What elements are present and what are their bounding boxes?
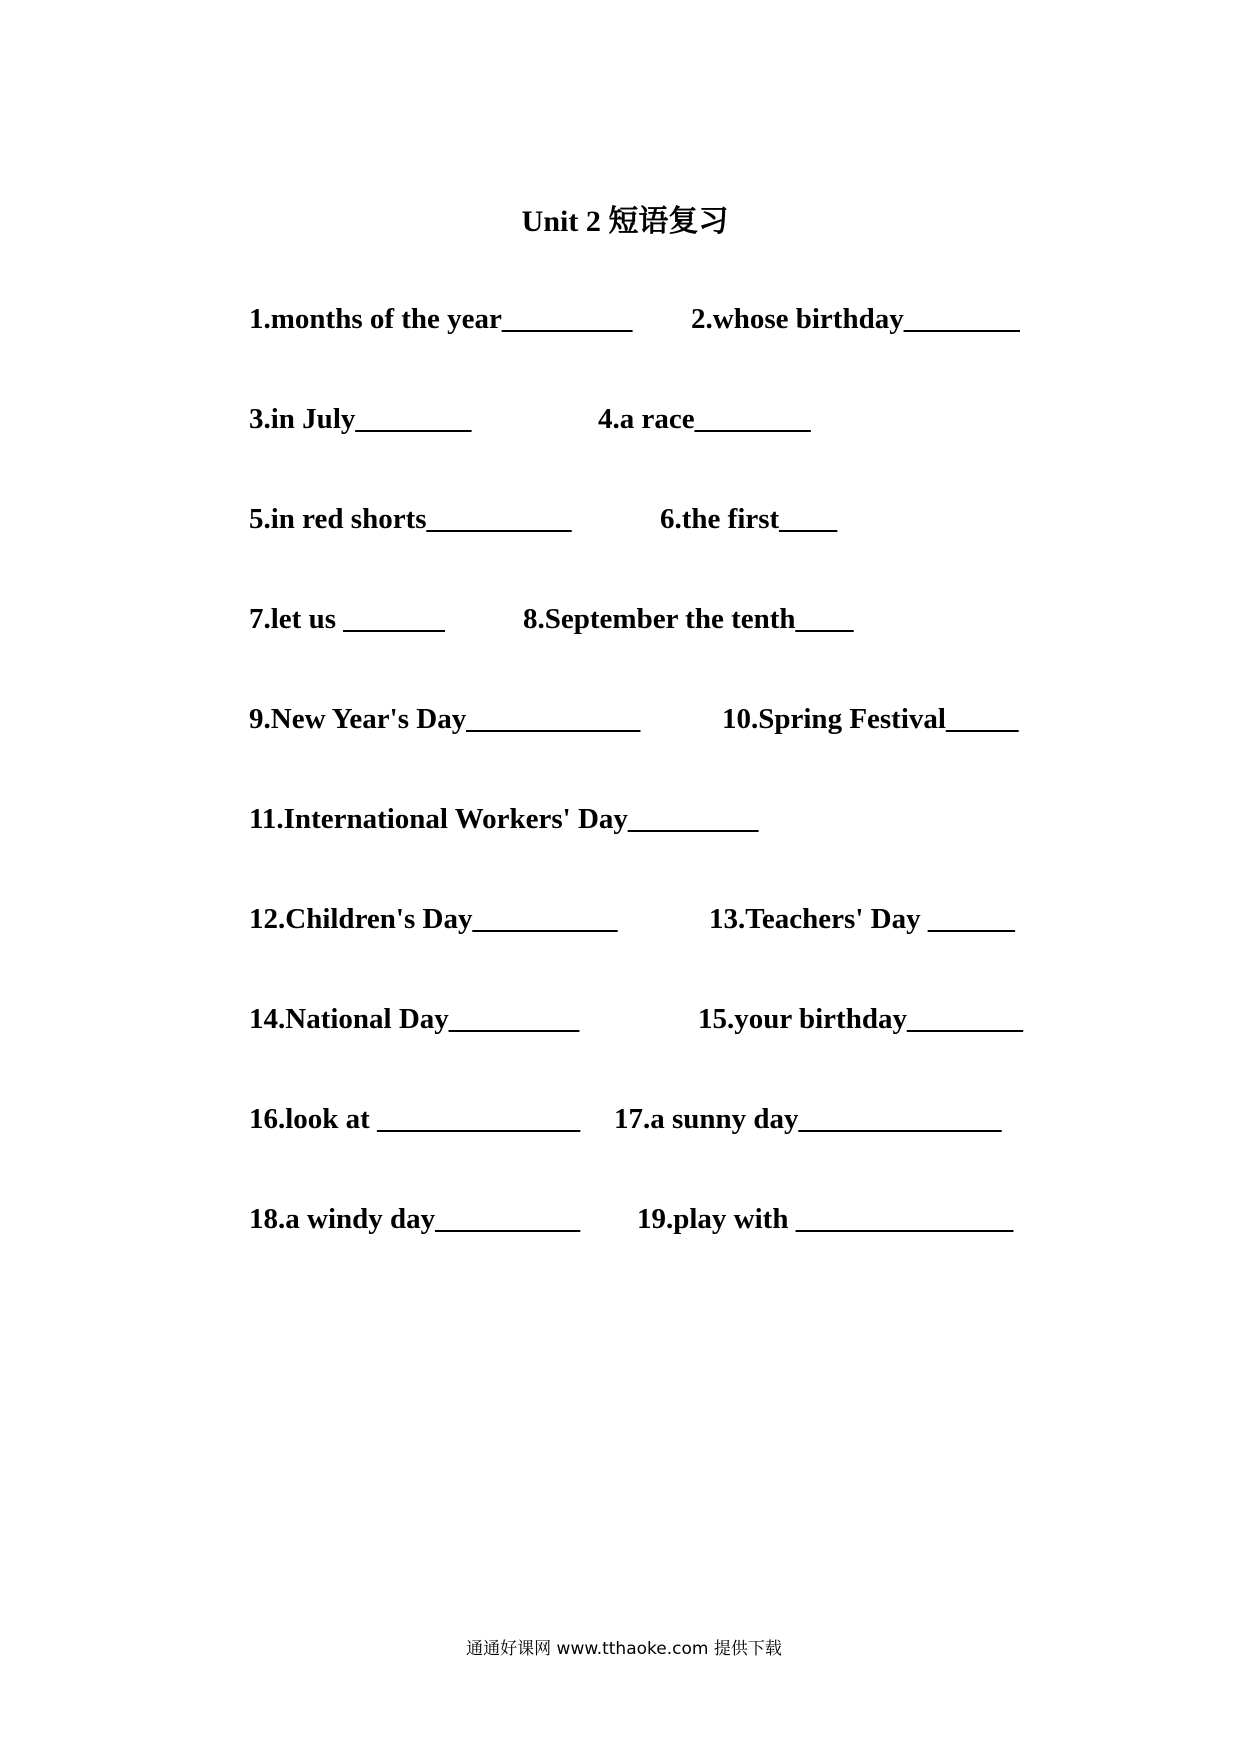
exercise-item: 4.a race________ <box>598 403 811 435</box>
exercise-item: 3.in July________ <box>249 403 472 435</box>
exercise-item: 5.in red shorts__________ <box>249 503 572 535</box>
exercise-row <box>0 902 1240 942</box>
exercise-item: 10.Spring Festival_____ <box>722 703 1019 735</box>
exercise-item: 12.Children's Day__________ <box>249 903 618 935</box>
exercise-row <box>0 1202 1240 1242</box>
exercise-item: 7.let us _______ <box>249 603 445 635</box>
exercise-item: 16.look at ______________ <box>249 1103 581 1135</box>
exercise-item: 11.International Workers' Day_________ <box>249 803 759 835</box>
exercise-item: 2.whose birthday________ <box>691 303 1020 335</box>
exercise-row <box>0 302 1240 342</box>
exercise-row <box>0 602 1240 642</box>
page-title: Unit 2 短语复习 <box>521 205 729 238</box>
exercise-row <box>0 1002 1240 1042</box>
exercise-item: 18.a windy day__________ <box>249 1203 581 1235</box>
exercise-row <box>0 502 1240 542</box>
exercise-item: 9.New Year's Day____________ <box>249 703 641 735</box>
exercise-row <box>0 402 1240 442</box>
exercise-item: 14.National Day_________ <box>249 1003 580 1035</box>
exercise-item: 6.the first____ <box>660 503 838 535</box>
exercise-item: 1.months of the year_________ <box>249 303 633 335</box>
exercise-item: 13.Teachers' Day ______ <box>709 903 1015 935</box>
exercise-item: 17.a sunny day______________ <box>614 1103 1002 1135</box>
exercise-row <box>0 1102 1240 1142</box>
exercise-item: 15.your birthday________ <box>698 1003 1023 1035</box>
exercise-row <box>0 702 1240 742</box>
exercise-row <box>0 802 1240 842</box>
exercise-item: 19.play with _______________ <box>637 1203 1014 1235</box>
footer-credit: 通通好课网 www.tthaoke.com 提供下载 <box>466 1639 782 1659</box>
exercise-item: 8.September the tenth____ <box>523 603 854 635</box>
